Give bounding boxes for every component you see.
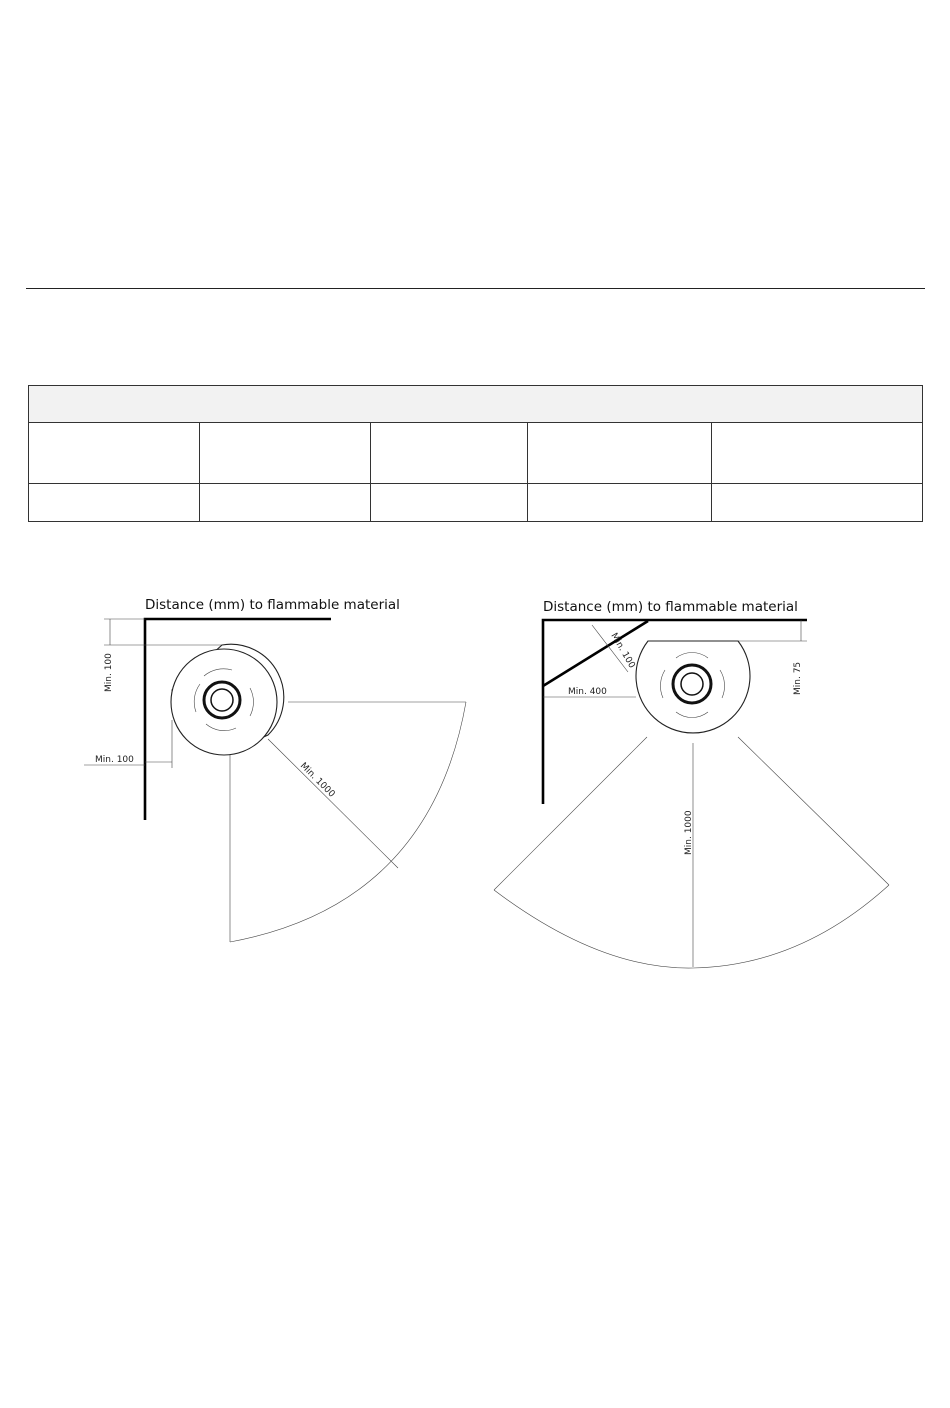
diagram-title-left: Distance (mm) to flammable material (145, 597, 400, 613)
diagram-corner (84, 597, 466, 942)
dim-label-back-right: Min. 75 (793, 661, 803, 695)
dim-label-side-left: Min. 100 (95, 755, 134, 765)
dim-label-front-left: Min. 1000 (297, 761, 337, 800)
sector-arc (494, 885, 889, 968)
dim-label-side-right: Min. 400 (568, 687, 607, 697)
flue-outlet (673, 665, 711, 703)
diagram-wall (494, 599, 889, 968)
dimension-line (268, 739, 398, 868)
dim-label-back-left: Min. 100 (104, 653, 114, 692)
wall-diagonal (543, 621, 648, 686)
sector-edge (494, 737, 647, 890)
sector-arc (230, 702, 466, 942)
flue-outlet (204, 682, 240, 718)
sector-edge (738, 737, 889, 885)
dim-label-corner: Min. 100 (608, 631, 637, 671)
diagram-title-right: Distance (mm) to flammable material (543, 599, 798, 615)
dim-label-front-right: Min. 1000 (684, 810, 694, 855)
